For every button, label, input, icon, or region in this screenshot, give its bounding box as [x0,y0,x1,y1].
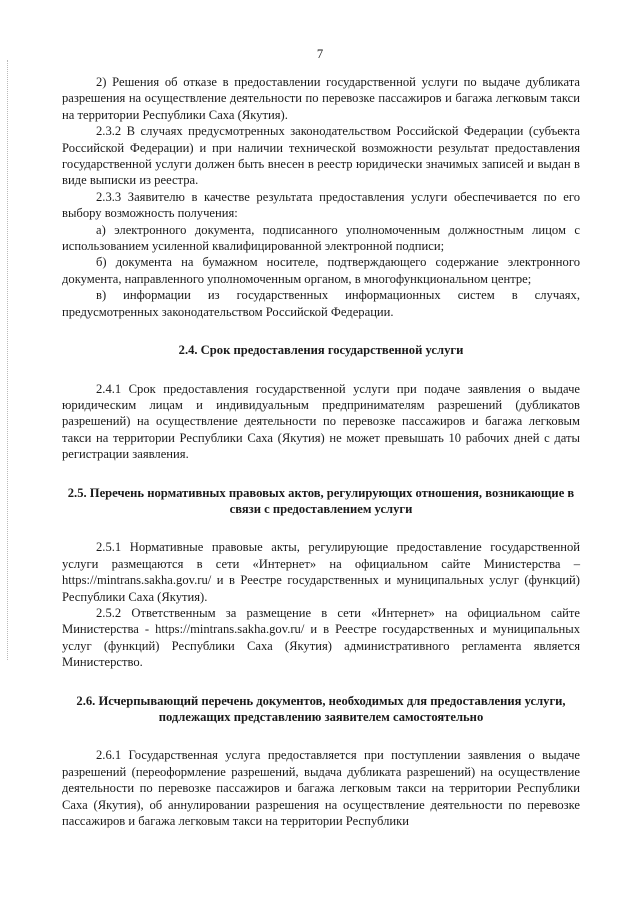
document-body [62,74,580,829]
page-number: 7 [316,47,324,61]
list-item-b: б) документа на бумажном носителе, подтверждающего содержание электронного документа, направленного уполномоченным органом, в многофункциональном центре; [62,255,580,286]
list-item-v: в) информации из государственных информационных систем в случаях, предусмотренных законодательством Российской Федерации. [62,288,580,319]
section-heading-2-6: 2.6. Исчерпывающий перечень документов, необходимых для предоставления услуги, подлежащих представлению заявителем самостоятельно [76,693,566,724]
paragraph-2-3-3: 2.3.3 Заявителю в качестве результата предоставления услуги обеспечивается по его выбору возможность получения: [62,189,580,221]
paragraph-2-5-2: 2.5.2 Ответственным за размещение в сети «Интернет» на официальном сайте Министерства - https://mintrans.sakha.gov.ru/ и в Реестре государственных и муниципальных услуг (функций) Республики Саха (Якутия) административного регламента является Министерство. [62,605,580,670]
paragraph-2-4-1: 2.4.1 Срок предоставления государственной услуги при подаче заявления о выдаче юридическим лицам и индивидуальным предпринимателям разрешений (дубликатов разрешений) на осуществление деятельности по перевозке пассажиров и багажа легковым такси на территории Республики Саха (Якутия) не может превышать 10 рабочих дней с даты регистрации заявления. [62,381,580,462]
paragraph-2-5-1: 2.5.1 Нормативные правовые акты, регулирующие предоставление государственной услуги размещаются в сети «Интернет» на официальном сайте Министерства – https://mintrans.sakha.gov.ru/ и в Реестре государственных и муниципальных услуг (функций) Республики Саха (Якутия). [62,540,580,604]
section-heading-2-4: 2.4. Срок предоставления государственной услуги [178,343,464,358]
section-heading-2-5: 2.5. Перечень нормативных правовых актов, регулирующих отношения, возникающие в связи с предоставлением услуги [67,485,575,516]
paragraph-result-refusal: 2) Решения об отказе в предоставлении государственной услуги по выдаче дубликата разрешения на осуществление деятельности по перевозке пассажиров и багажа легковым такси на территории Республики Саха (Якутия). [62,75,580,122]
paragraph-2-3-2: 2.3.2 В случаях предусмотренных законодательством Российской Федерации (субъекта Российской Федерации) и при наличии технической возможности результат предоставления государственной услуги должен быть внесен в реестр юридически значимых записей и выдан в виде выписки из реестра. [62,124,580,188]
binding-margin-marks [7,60,9,660]
paragraph-2-6-1: 2.6.1 Государственная услуга предоставляется при поступлении заявления о выдаче разрешений (переоформление разрешений, выдача дубликата разрешений) на осуществление деятельности по перевозке пассажиров и багажа легковым такси на территории Республики Саха (Якутия), об аннулировании разрешения на осуществление деятельности по перевозке пассажиров и багажа легковым такси на территории Республики [62,748,580,829]
list-item-a: а) электронного документа, подписанного уполномоченным должностным лицом с использованием усиленной квалифицированной электронной подписи; [62,222,580,254]
